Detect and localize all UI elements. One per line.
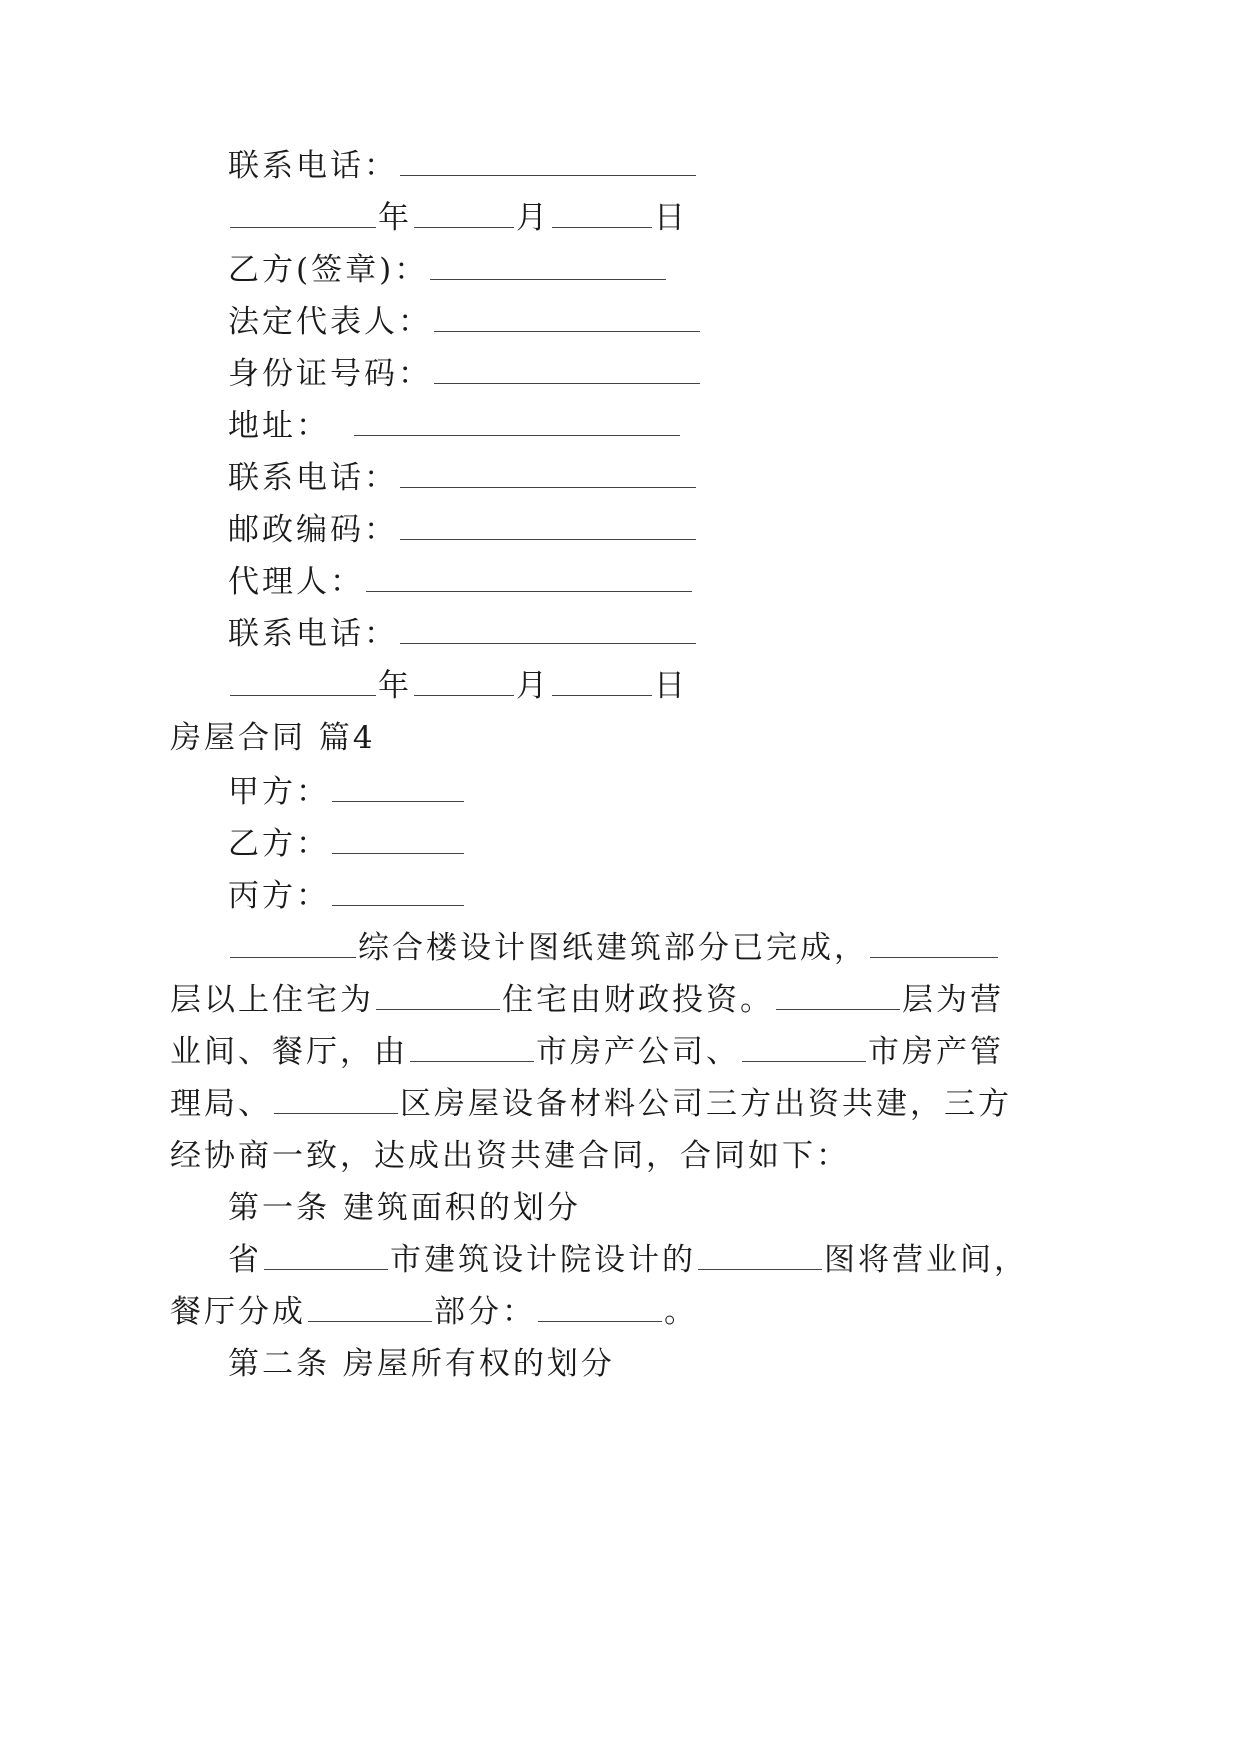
intro-text-1a: 综合楼设计图纸建筑部分已完成， [358, 930, 868, 966]
legal-rep-label: 法定代表人： [228, 304, 432, 340]
id-number-blank[interactable] [434, 357, 700, 384]
intro-text-4b: 区房屋设备材料公司三方出资共建，三方 [400, 1086, 1012, 1122]
agent-phone-label: 联系电话： [228, 616, 398, 652]
intro-line-5 [170, 1134, 1241, 1178]
intro-text-3c: 市房产管 [868, 1034, 1004, 1070]
article-1-blank-2[interactable] [698, 1243, 822, 1270]
intro-blank-3[interactable] [376, 983, 500, 1010]
article-1-title [228, 1186, 581, 1230]
month-blank-1[interactable] [414, 201, 514, 228]
intro-text-2b: 住宅由财政投资。 [502, 982, 774, 1018]
intro-blank-4[interactable] [776, 983, 900, 1010]
postcode-line [228, 508, 698, 552]
intro-line-4 [170, 1082, 1241, 1126]
party-b-label: 乙方： [228, 826, 330, 862]
id-number-label: 身份证号码： [228, 356, 432, 392]
article-1-text-1a: 省 [228, 1242, 262, 1278]
address-label: 地址： [228, 408, 330, 444]
intro-text-2c: 层为营 [902, 982, 1004, 1018]
day-blank-1[interactable] [552, 201, 652, 228]
article-1-line-1 [228, 1238, 1241, 1282]
phone-blank-1[interactable] [400, 149, 696, 176]
day-label-1: 日 [654, 200, 688, 236]
month-label-1: 月 [516, 200, 550, 236]
article-1-title-text: 第一条 建筑面积的划分 [228, 1190, 581, 1226]
party-b-sign-blank[interactable] [430, 253, 666, 280]
intro-text-4a: 理局、 [170, 1086, 272, 1122]
date-line-2 [228, 664, 688, 708]
article-1-blank-1[interactable] [264, 1243, 388, 1270]
intro-blank-5[interactable] [410, 1035, 534, 1062]
phone-blank-2[interactable] [400, 461, 696, 488]
party-c-blank[interactable] [332, 879, 464, 906]
article-2-title [228, 1342, 615, 1386]
agent-blank[interactable] [366, 565, 692, 592]
article-1-text-2c: 。 [664, 1294, 698, 1330]
article-2-title-text: 第二条 房屋所有权的划分 [228, 1346, 615, 1382]
party-a-line [228, 770, 466, 814]
intro-blank-6[interactable] [742, 1035, 866, 1062]
agent-phone-blank[interactable] [400, 617, 696, 644]
intro-text-5: 经协商一致，达成出资共建合同，合同如下： [170, 1138, 850, 1174]
date-line-1 [228, 196, 688, 240]
year-label-2: 年 [378, 668, 412, 704]
phone-line-1 [228, 144, 698, 188]
phone-line-2 [228, 456, 698, 500]
article-1-text-1b: 市建筑设计院设计的 [390, 1242, 696, 1278]
section-title [170, 716, 376, 760]
phone-label-1: 联系电话： [228, 148, 398, 184]
party-c-line [228, 874, 466, 918]
section-title-text: 房屋合同 篇4 [170, 720, 376, 756]
party-b-line [228, 822, 466, 866]
year-blank-2[interactable] [230, 669, 376, 696]
intro-text-3b: 市房产公司、 [536, 1034, 740, 1070]
article-1-line-2 [170, 1290, 1241, 1334]
year-blank-1[interactable] [230, 201, 376, 228]
intro-line-2 [170, 978, 1241, 1022]
intro-blank-2[interactable] [870, 931, 998, 958]
intro-text-2a: 层以上住宅为 [170, 982, 374, 1018]
article-1-blank-3[interactable] [308, 1295, 432, 1322]
party-b-sign-label: 乙方(签章)： [228, 252, 429, 288]
agent-label: 代理人： [228, 564, 364, 600]
party-b-blank[interactable] [332, 827, 464, 854]
address-blank[interactable] [354, 409, 680, 436]
id-number-line [228, 352, 702, 396]
day-blank-2[interactable] [552, 669, 652, 696]
article-1-blank-4[interactable] [538, 1295, 662, 1322]
article-1-text-2a: 餐厅分成 [170, 1294, 306, 1330]
postcode-blank[interactable] [400, 513, 696, 540]
party-a-blank[interactable] [332, 775, 464, 802]
legal-rep-blank[interactable] [434, 305, 700, 332]
intro-text-3a: 业间、餐厅，由 [170, 1034, 408, 1070]
day-label-2: 日 [654, 668, 688, 704]
year-label-1: 年 [378, 200, 412, 236]
agent-line [228, 560, 694, 604]
legal-rep-line [228, 300, 702, 344]
intro-line-3 [170, 1030, 1241, 1074]
address-line [228, 404, 682, 448]
month-blank-2[interactable] [414, 669, 514, 696]
article-1-text-1c: 图将营业间， [824, 1242, 1028, 1278]
month-label-2: 月 [516, 668, 550, 704]
article-1-text-2b: 部分： [434, 1294, 536, 1330]
party-a-label: 甲方： [228, 774, 330, 810]
party-c-label: 丙方： [228, 878, 330, 914]
phone-label-2: 联系电话： [228, 460, 398, 496]
party-b-sign-line [228, 248, 668, 292]
intro-line-1 [228, 926, 1241, 970]
intro-blank-1[interactable] [230, 931, 356, 958]
intro-blank-7[interactable] [274, 1087, 398, 1114]
agent-phone-line [228, 612, 698, 656]
postcode-label: 邮政编码： [228, 512, 398, 548]
